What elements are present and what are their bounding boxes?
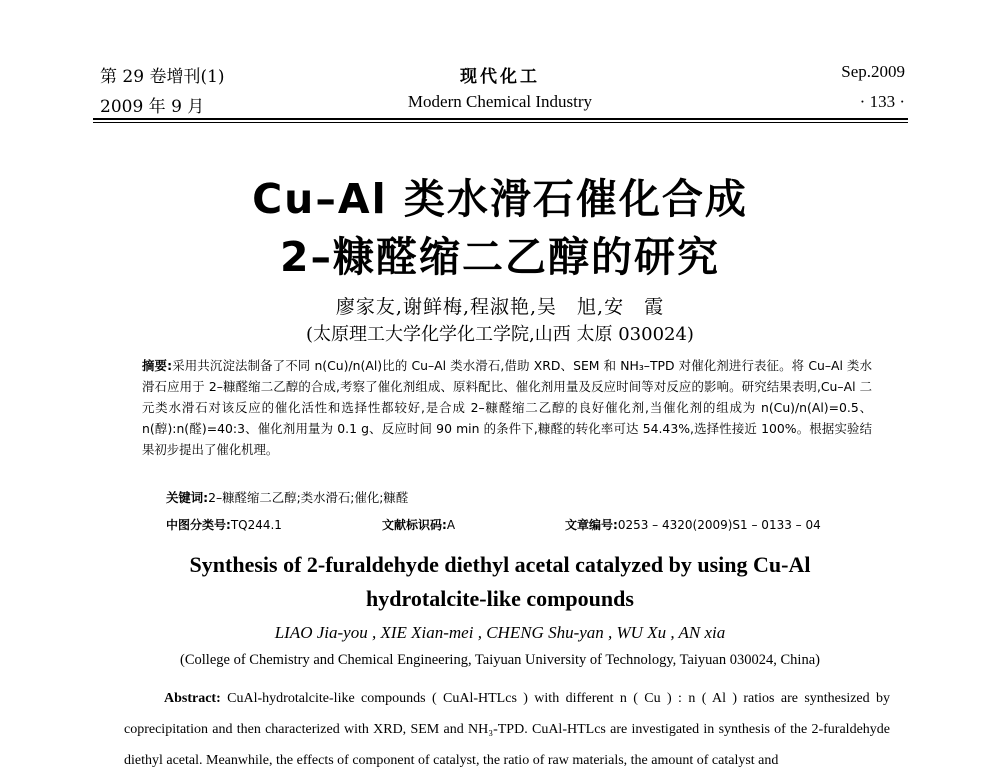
volume-info: 第 29 卷增刊(1)	[100, 67, 225, 87]
clc-number	[166, 516, 282, 533]
article-number	[565, 516, 821, 533]
clc-label: 中图分类号:	[166, 518, 231, 532]
affiliation-cn: (太原理工大学化学化工学院,山西 太原 030024)	[306, 324, 694, 345]
article-no-label: 文章编号:	[565, 518, 618, 532]
keywords-cn-label: 关键词:	[166, 490, 209, 505]
abstract-cn	[142, 355, 872, 460]
page-number: · 133 ·	[859, 92, 905, 111]
clc-value: TQ244.1	[230, 518, 282, 532]
abstract-cn-label: 摘要:	[142, 358, 173, 373]
doc-code-value: A	[446, 518, 456, 532]
affiliation-en: (College of Chemistry and Chemical Engineering, Taiyuan University of Technology, Taiyuan 030024, China)	[180, 652, 820, 668]
abstract-en-label: Abstract:	[164, 691, 221, 706]
doc-code-label: 文献标识码:	[382, 518, 447, 532]
title-line-2: 2–糠醛缩二乙醇的研究	[279, 233, 721, 281]
document-code	[382, 516, 455, 533]
article-no-value: 0253 – 4320(2009)S1 – 0133 – 04	[617, 518, 821, 532]
title-en-line-1: Synthesis of 2-furaldehyde diethyl acetal catalyzed by using Cu-Al	[189, 552, 811, 577]
title-en-line-2: hydrotalcite-like compounds	[366, 586, 634, 611]
header-rule-thin	[93, 122, 908, 123]
issue-date-en: Sep.2009	[841, 62, 905, 81]
authors-en: LIAO Jia-you , XIE Xian-mei , CHENG Shu-yan , WU Xu , AN xia	[274, 623, 726, 642]
journal-name-cn: 现代化工	[460, 67, 540, 87]
abstract-en	[124, 683, 890, 776]
issue-date-cn: 2009 年 9 月	[100, 97, 205, 117]
header-rule	[93, 118, 908, 120]
keywords-cn-text: 2–糠醛缩二乙醇;类水滑石;催化;糠醛	[208, 490, 409, 505]
keywords-cn	[166, 487, 408, 508]
title-line-1: Cu–Al 类水滑石催化合成	[252, 175, 748, 223]
authors-cn: 廖家友,谢鲜梅,程淑艳,吴 旭,安 霞	[335, 296, 665, 318]
abstract-en-text: CuAl-hydrotalcite-like compounds ( CuAl-HTLcs ) with different n ( Cu ) : n ( Al ) ratios are synthesized by coprecipitation and then characterized with XRD, SEM and NH₃-TPD. CuAl-HTLcs are investigated in synthesis of the 2-furaldehyde diethyl acetal. Meanwhile, the effects of component of catalyst, the ratio of raw materials, the amount of catalyst and	[124, 691, 891, 768]
abstract-cn-text: 采用共沉淀法制备了不同 n(Cu)/n(Al)比的 Cu–Al 类水滑石,借助 XRD、SEM 和 NH₃–TPD 对催化剂进行表征。将 Cu–Al 类水滑石应用于 2–糠醛缩二乙醇的合成,考察了催化剂组成、原料配比、催化剂用量及反应时间等对反应的影响。研究结果表明,Cu–Al 二元类水滑石对该反应的催化活性和选择性都较好,是合成 2–糠醛缩二乙醇的良好催化剂,当催化剂的组成为 n(Cu)/n(Al)=0.5、n(醇):n(醛)=40:3、催化剂用量为 0.1 g、反应时间 90 min 的条件下,糠醛的转化率可达 54.43%,选择性接近 100%。根据实验结果初步提出了催化机理。	[142, 358, 872, 457]
journal-name-en: Modern Chemical Industry	[407, 92, 593, 111]
